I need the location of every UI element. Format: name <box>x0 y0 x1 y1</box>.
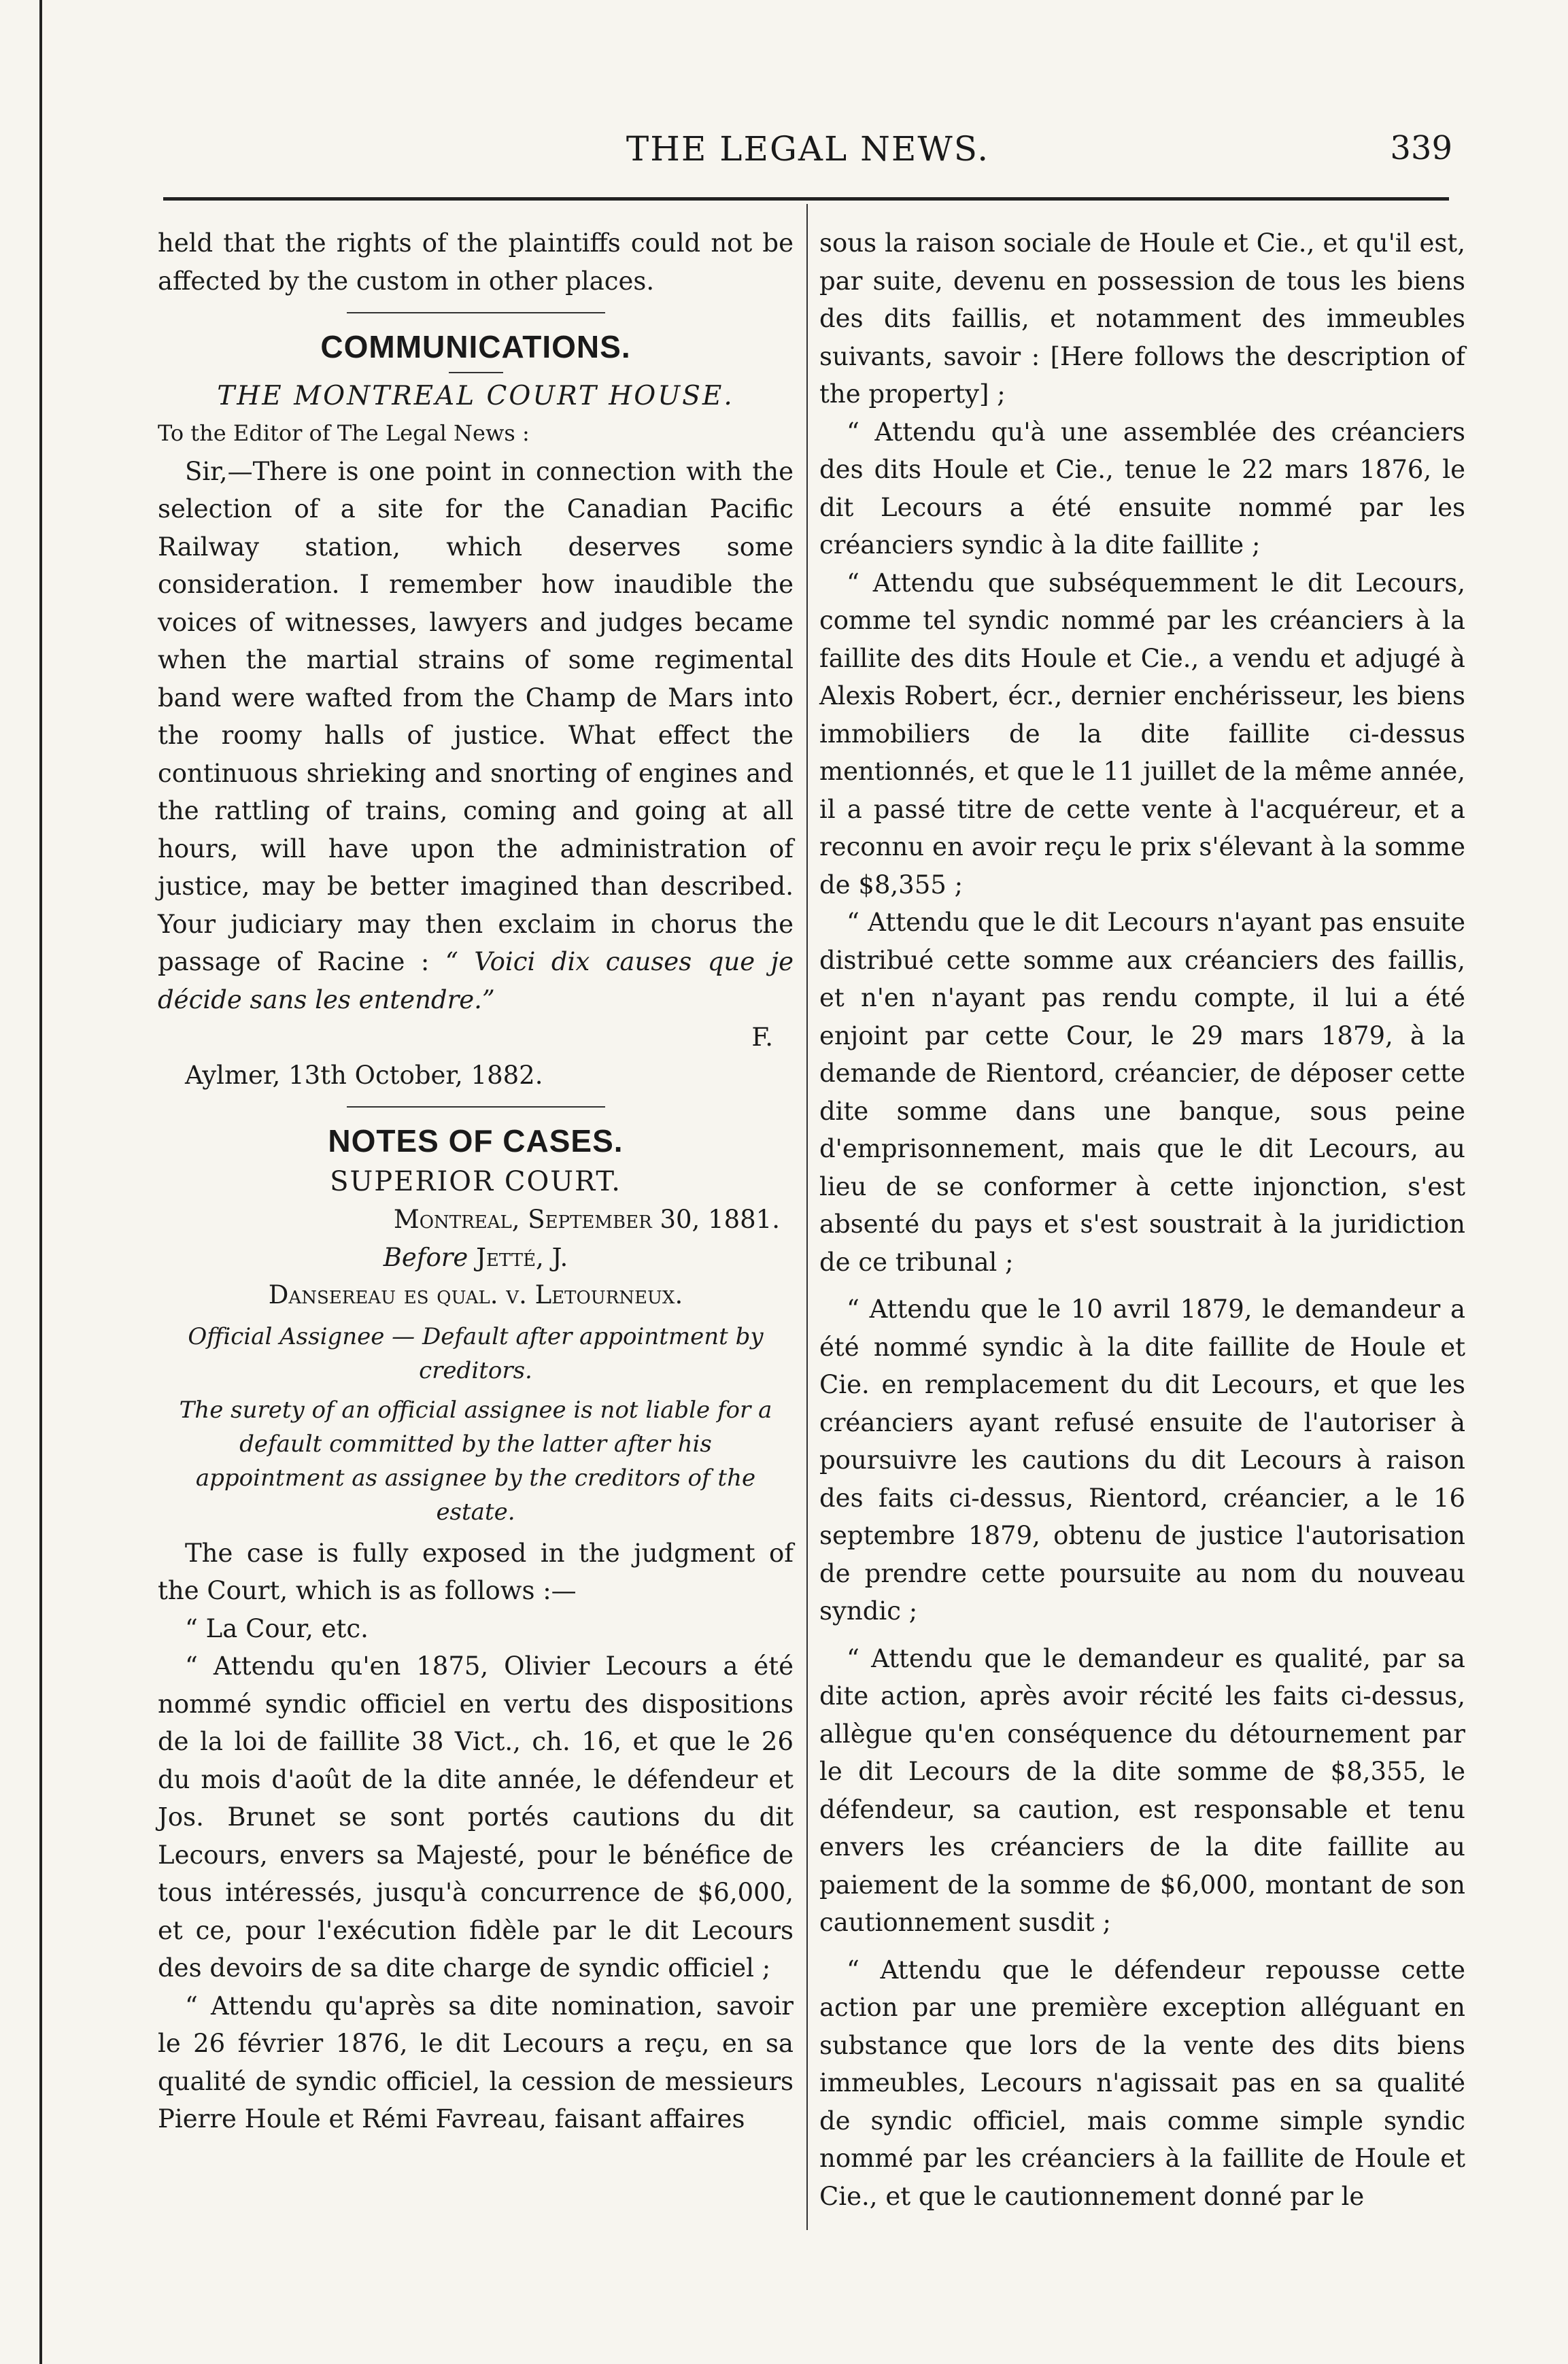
section-rule <box>347 312 605 313</box>
paragraph-attendu: “ Attendu que subséquemment le dit Lecours, comme tel syndic nommé par les créanciers à la faillite des dits Houle et Cie., a vendu et adjugé à Alexis Robert, écr., dernier enchérisseur, les biens immobiliers de la dite faillite ci-dessus mentionnés, et que le 11 juillet de la même année, il a passé titre de cette vente à l'acquéreur, et a reconnu en avoir reçu le prix s'élevant à la somme de $8,355 ; <box>819 568 1465 900</box>
letter-quote: “ Voici dix causes que je décide sans les entendre.” <box>158 947 794 1014</box>
letter-body-text: Sir,—There is one point in connection with the selection of a site for the Canadian Pacific Railway station, which deserves some consideration. I remember how inaudible the voices of witnesses, lawyers and judges became when the martial strains of some regimental band were wafted from the Champ de Mars into the roomy halls of justice. What effect the continuous shrieking and snorting of engines and the rattling of trains, coming and going at all hours, will have upon the administration of justice, may be better imagined than described. Your judiciary may then exclaim in chorus the passage of Racine : <box>158 456 794 976</box>
page-number: 339 <box>1390 129 1452 167</box>
letter-date: Aylmer, 13th October, 1882. <box>185 1060 543 1090</box>
page-binding-edge <box>39 0 42 2364</box>
paragraph-attendu: “ Attendu que le dit Lecours n'ayant pas ensuite distribué cette somme aux créanciers des faillis, et n'en n'ayant pas rendu compte, il lui a été enjoint par cette Cour, le 29 mars 1879, à la demande de Rientord, créancier, de déposer cette dite somme dans une banque, sous peine d'emprisonnement, mais que le dit Lecours, au lieu de se conformer à cette injonction, s'est absenté du pays et s'est soustrait à la juridiction de ce tribunal ; <box>819 908 1465 1277</box>
paragraph-opening: held that the rights of the plaintiffs could not be affected by the custom in other places. <box>158 228 794 296</box>
paragraph-attendu: “ Attendu qu'à une assemblée des créanciers des dits Houle et Cie., tenue le 22 mars 1876, le dit Lecours a été ensuite nommé par les créanciers syndic à la dite faillite ; <box>819 417 1465 560</box>
paragraph-attendu: “ Attendu que le défendeur repousse cette action par une première exception alléguant en substance que lors de la vente des dits biens immeubles, Lecours n'agissait pas en sa qualité de syndic officiel, mais comme simple syndic nommé par les créanciers à la faillite de Houle et Cie., et que le cautionnement donné par le <box>819 1955 1465 2211</box>
before-label: Before <box>383 1242 468 1272</box>
paragraph-attendu: “ Attendu que le demandeur es qualité, par sa dite action, après avoir récité les faits ci-dessus, allègue qu'en conséquence du détournement par le dit Lecours de la dite somme de $8,355, le défendeur, sa caution, est responsable et tenu envers les créanciers de la dite faillite au paiement de la somme de $6,000, montant de son cautionnement susdit ; <box>819 1643 1465 1937</box>
letter-signature: F. <box>751 1023 773 1052</box>
paragraph-attendu: “ Attendu que le 10 avril 1879, le demandeur a été nommé syndic à la dite faillite de Houle et Cie. en remplacement du dit Lecours, et que les créanciers ayant refusé ensuite de l'autoriser à poursuivre les cautions du dit Lecours à raison des faits ci-dessus, Rientord, créancier, a le 16 septembre 1879, obtenu de justice l'autorisation de prendre cette poursuite au nom du nouveau syndic ; <box>819 1295 1465 1626</box>
paragraph-continued: sous la raison sociale de Houle et Cie., et qu'il est, par suite, devenu en possession de tous les biens des dits faillis, et notamment des immeubles suivants, savoir : [Here follows the description of the property] ; <box>819 228 1465 409</box>
court-name: SUPERIOR COURT. <box>330 1165 621 1197</box>
paragraph-attendu: “ Attendu qu'après sa dite nomination, savoir le 26 février 1876, le dit Lecours a reçu, en sa qualité de syndic officiel, la cession de messieurs Pierre Houle et Rémi Favreau, faisant affaires <box>158 1991 794 2134</box>
judge-name: Jetté, J. <box>476 1242 568 1272</box>
short-rule <box>449 372 503 373</box>
paragraph-la-cour: “ La Cour, etc. <box>185 1613 369 1643</box>
column-divider <box>806 204 808 2230</box>
right-column <box>819 224 1465 2215</box>
courthouse-heading: THE MONTREAL COURT HOUSE. <box>217 380 734 411</box>
header-rule <box>163 197 1449 201</box>
paragraph-case: The case is fully exposed in the judgment of the Court, which is as follows :— <box>158 1538 794 1605</box>
case-headnote: The surety of an official assignee is not liable for a default committed by the latter after his appointment as assignee by the creditors of the estate. <box>179 1396 772 1526</box>
notes-of-cases-heading: NOTES OF CASES. <box>328 1123 624 1159</box>
case-subject: Official Assignee — Default after appointment by creditors. <box>188 1322 764 1384</box>
court-date: Montreal, September 30, 1881. <box>393 1205 780 1234</box>
judge-line <box>158 1239 794 1277</box>
journal-title: THE LEGAL NEWS. <box>626 129 990 169</box>
communications-heading: COMMUNICATIONS. <box>320 329 631 364</box>
section-rule <box>347 1106 605 1108</box>
letter-salutation: To the Editor of The Legal News : <box>158 420 530 446</box>
left-column <box>158 224 794 2138</box>
running-header <box>163 129 1452 177</box>
letter-body <box>158 453 794 1019</box>
paragraph-attendu: “ Attendu qu'en 1875, Olivier Lecours a été nommé syndic officiel en vertu des dispositions de la loi de faillite 38 Vict., ch. 16, et que le 26 du mois d'août de la dite année, le défendeur et Jos. Brunet se sont portés cautions du dit Lecours, envers sa Majesté, pour le bénéfice de tous intéressés, jusqu'à concurrence de $6,000, et ce, pour l'exécution fidèle par le dit Lecours des devoirs de sa dite charge de syndic officiel ; <box>158 1651 794 1983</box>
case-name: Dansereau es qual. v. Letourneux. <box>268 1280 683 1309</box>
